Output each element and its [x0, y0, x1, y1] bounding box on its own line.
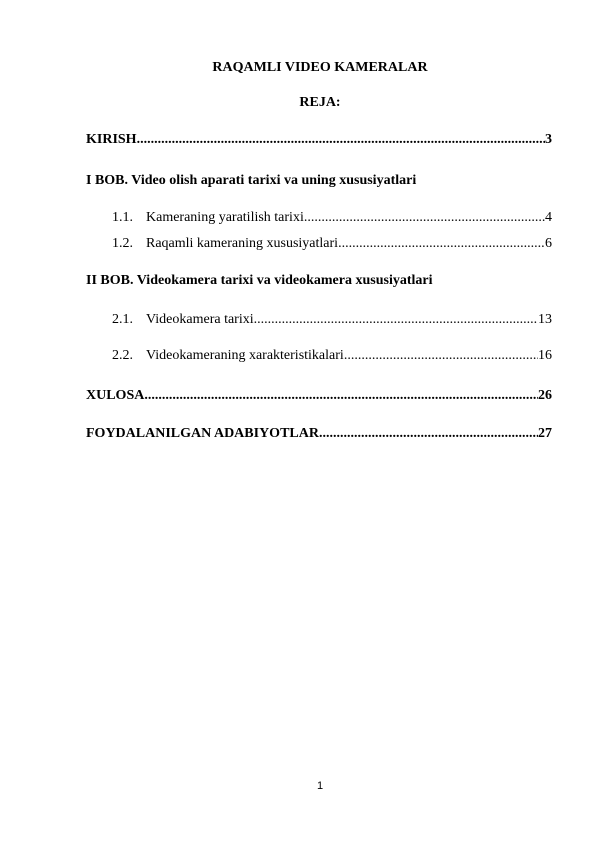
toc-entry-2-2[interactable]	[112, 348, 552, 364]
toc-page: 6	[545, 236, 552, 251]
toc-entry-1-2[interactable]	[112, 236, 552, 252]
toc-number: 2.1.	[112, 312, 133, 327]
toc-label: Raqamli kameraning xususiyatlari	[146, 236, 339, 251]
toc-number: 1.2.	[112, 236, 133, 251]
toc-label: XULOSA	[86, 388, 145, 403]
chapter-heading-1[interactable]: I BOB. Video olish aparati tarixi va uning xususiyatlari	[86, 173, 417, 188]
document-title: RAQAMLI VIDEO KAMERALAR	[212, 60, 428, 75]
toc-page: 27	[538, 426, 552, 441]
toc-label: KIRISH	[86, 132, 137, 147]
toc-entry-adabiyotlar[interactable]	[86, 426, 552, 442]
toc-leader	[254, 312, 538, 328]
toc-leader	[304, 210, 545, 226]
toc-leader	[137, 132, 545, 148]
toc-entry-xulosa[interactable]	[86, 388, 552, 404]
toc-page: 4	[545, 210, 552, 225]
toc-entry-1-1[interactable]	[112, 210, 552, 226]
toc-label: Videokamera tarixi	[146, 312, 254, 327]
toc-page: 26	[538, 388, 552, 403]
page-number: 1	[316, 780, 324, 792]
toc-number: 2.2.	[112, 348, 133, 363]
plan-heading: REJA:	[299, 95, 341, 110]
toc-page: 3	[545, 132, 552, 147]
toc-page: 16	[538, 348, 552, 363]
toc-entry-2-1[interactable]	[112, 312, 552, 328]
toc-label: Videokameraning xarakteristikalari	[146, 348, 344, 363]
toc-leader	[338, 236, 545, 252]
toc-leader	[319, 426, 538, 442]
toc-number: 1.1.	[112, 210, 133, 225]
chapter-heading-2[interactable]: II BOB. Videokamera tarixi va videokamera xususiyatlari	[86, 273, 433, 288]
toc-page: 13	[538, 312, 552, 327]
toc-entry-kirish[interactable]	[86, 132, 552, 148]
toc-leader	[144, 388, 538, 404]
toc-label: FOYDALANILGAN ADABIYOTLAR	[86, 426, 319, 441]
toc-label: Kameraning yaratilish tarixi	[146, 210, 304, 225]
toc-leader	[344, 348, 538, 364]
